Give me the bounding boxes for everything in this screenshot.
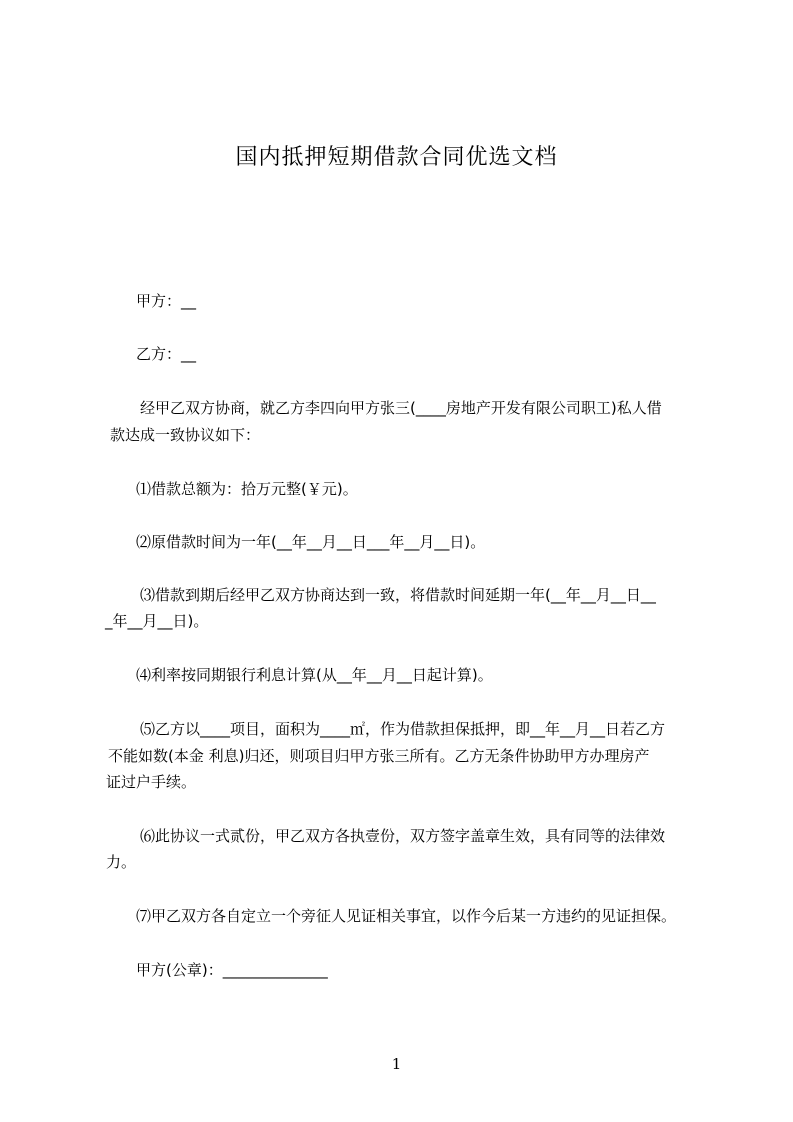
clause-7: ⑺甲乙双方各自定立一个旁征人见证相关事宜，以作今后某一方违约的见证担保。: [136, 907, 677, 925]
clause-6-line-1: ⑹此协议一式贰份，甲乙双方各执壹份，双方签字盖章生效，具有同等的法律效: [140, 827, 666, 845]
preamble-line-1: 经甲乙双方协商，就乙方李四向甲方张三(____房地产开发有限公司职工)私人借: [140, 399, 662, 417]
clause-5-line-3: 证过户手续。: [106, 773, 197, 791]
clause-6-line-2: 力。: [106, 853, 137, 871]
clause-5-line-1: ⑸乙方以____项目，面积为____㎡，作为借款担保抵押，即__年__月__日若乙方: [140, 720, 666, 738]
document-title: 国内抵押短期借款合同优选文档: [235, 145, 558, 170]
clause-1: ⑴借款总额为：拾万元整(￥元)。: [136, 480, 358, 498]
preamble-line-2: 款达成一致协议如下：: [110, 426, 261, 444]
clause-5-line-2: 不能如数(本金 利息)归还，则项目归甲方张三所有。乙方无条件协助甲方办理房产: [108, 747, 650, 765]
party-b-line: 乙方：__: [136, 345, 197, 363]
clause-2: ⑵原借款时间为一年(__年__月__日___年__月__日)。: [136, 533, 486, 551]
page-number: 1: [391, 1055, 402, 1073]
party-a-seal-line: 甲方(公章)：______________: [136, 961, 328, 979]
party-a-line: 甲方：__: [136, 292, 197, 310]
clause-3-line-1: ⑶借款到期后经甲乙双方协商达到一致，将借款时间延期一年(__年__月__日__: [140, 586, 656, 604]
clause-4: ⑷利率按同期银行利息计算(从__年__月__日起计算)。: [136, 666, 493, 684]
clause-3-line-2: _年__月__日)。: [105, 612, 209, 630]
